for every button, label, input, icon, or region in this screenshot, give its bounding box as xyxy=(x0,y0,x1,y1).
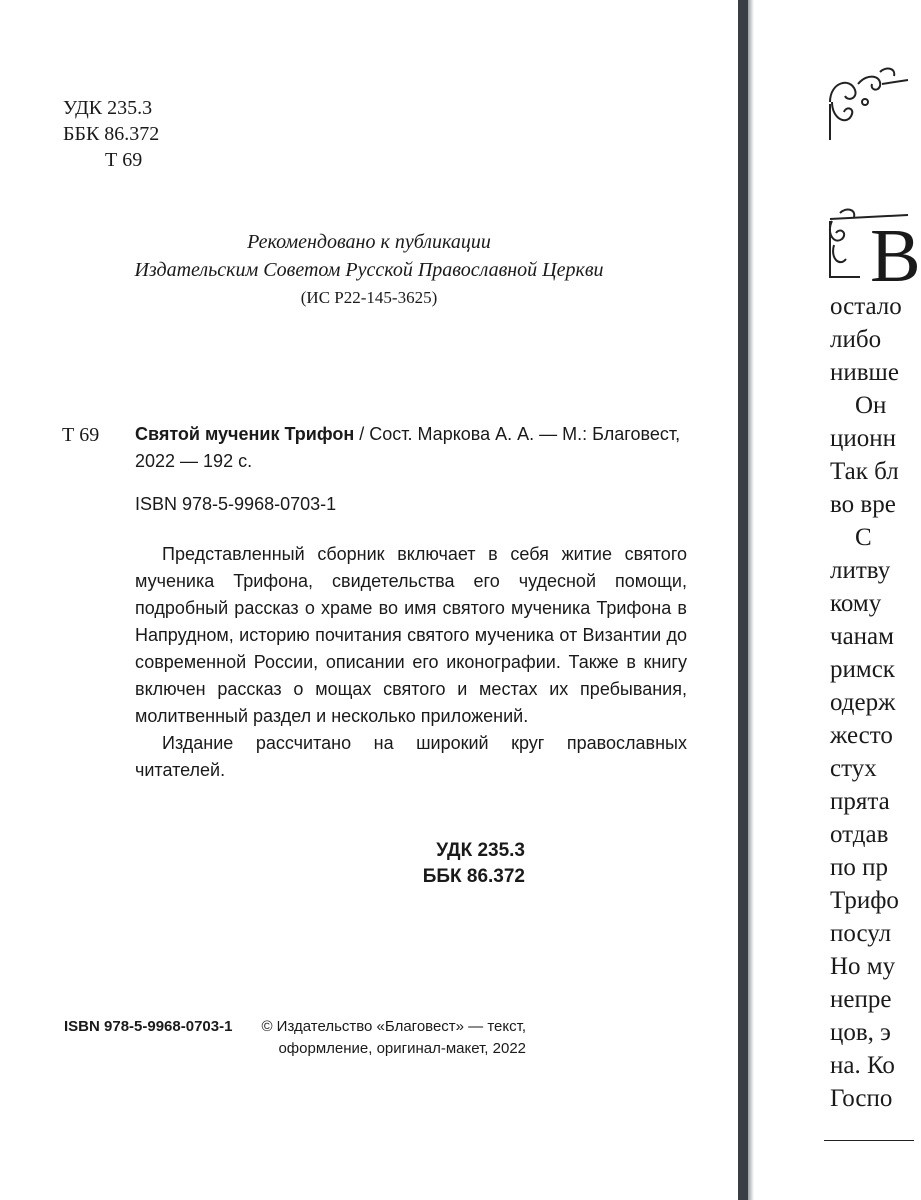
entry-author-sign: Т 69 xyxy=(62,424,100,446)
bbk-code: ББК 86.372 xyxy=(63,123,160,145)
book-spine xyxy=(738,0,748,1200)
right-page-line: непре xyxy=(830,986,892,1013)
author-sign: Т 69 xyxy=(105,149,143,171)
copyright-line-2: оформление, оригинал-макет, 2022 xyxy=(278,1040,526,1057)
right-page-line: Так бл xyxy=(830,458,899,485)
copyright-line-1: © Издательство «Благовест» — текст, xyxy=(261,1018,526,1035)
right-page-line: стух xyxy=(830,755,877,782)
right-page-line: во вре xyxy=(830,491,896,518)
drop-cap: В xyxy=(870,214,921,298)
right-page-line: либо xyxy=(830,326,882,353)
footnote-rule xyxy=(824,1140,914,1141)
recommendation-line-2: Издательским Советом Русской Православной Церкви xyxy=(134,259,604,281)
right-page-line: прята xyxy=(830,788,890,815)
copyright xyxy=(261,1016,526,1060)
udk-code-bottom: УДК 235.3 xyxy=(436,840,525,861)
right-page-line: жесто xyxy=(830,722,893,749)
isbn-bottom: ISBN 978-5-9968-0703-1 xyxy=(64,1018,233,1035)
right-page-line: Но му xyxy=(830,953,896,980)
right-page-line: отдав xyxy=(830,821,889,848)
right-page-line: чанам xyxy=(830,623,894,650)
right-page-line: Трифо xyxy=(830,887,899,914)
annotation-paragraph-2: Издание рассчитано на широкий круг православных читателей. xyxy=(135,733,687,780)
right-page-line: С xyxy=(830,524,872,551)
annotation xyxy=(135,541,687,784)
right-page-line: литву xyxy=(830,557,891,584)
recommendation-code: (ИС Р22-145-3625) xyxy=(300,288,438,307)
right-page-line: ционн xyxy=(830,425,897,452)
right-page-line: Он xyxy=(830,392,887,419)
bibliographic-entry xyxy=(135,421,687,475)
right-page-line: по пр xyxy=(830,854,889,881)
recommendation-block xyxy=(0,228,738,312)
udk-code: УДК 235.3 xyxy=(63,97,153,119)
classification-codes-top xyxy=(63,95,159,173)
right-page-line: одерж xyxy=(830,689,896,716)
right-page-line: римск xyxy=(830,656,895,683)
ornament-top-icon xyxy=(820,62,910,142)
right-page-text xyxy=(830,290,902,1115)
right-page-line: на. Ко xyxy=(830,1052,895,1079)
right-page xyxy=(754,0,921,1200)
bibliographic-details: / Сост. Маркова А. А. — М.: Благовест, 2022 — 192 с. xyxy=(135,424,681,471)
right-page-line: посул xyxy=(830,920,892,947)
classification-codes-bottom xyxy=(423,838,525,890)
bbk-code-bottom: ББК 86.372 xyxy=(422,866,525,887)
recommendation-line-1: Рекомендовано к публикации xyxy=(247,231,491,253)
right-page-line: остало xyxy=(830,293,902,320)
right-page-line: нивше xyxy=(830,359,899,386)
annotation-paragraph-1: Представленный сборник включает в себя житие святого мученика Трифона, свидетельства его чудесной помощи, подробный рассказ о храме во имя святого мученика Трифона в Напрудном, историю почитания святого мученика от Византии до современной России, описании его иконографии. Также в книгу включен рассказ о мощах святого и местах их пребывания, молитвенный раздел и несколько приложений. xyxy=(135,544,687,726)
book-title: Святой мученик Трифон xyxy=(135,424,355,444)
right-page-line: цов, э xyxy=(830,1019,891,1046)
isbn: ISBN 978-5-9968-0703-1 xyxy=(135,494,337,514)
right-page-line: кому xyxy=(830,590,882,617)
right-page-line: Госпо xyxy=(830,1085,893,1112)
